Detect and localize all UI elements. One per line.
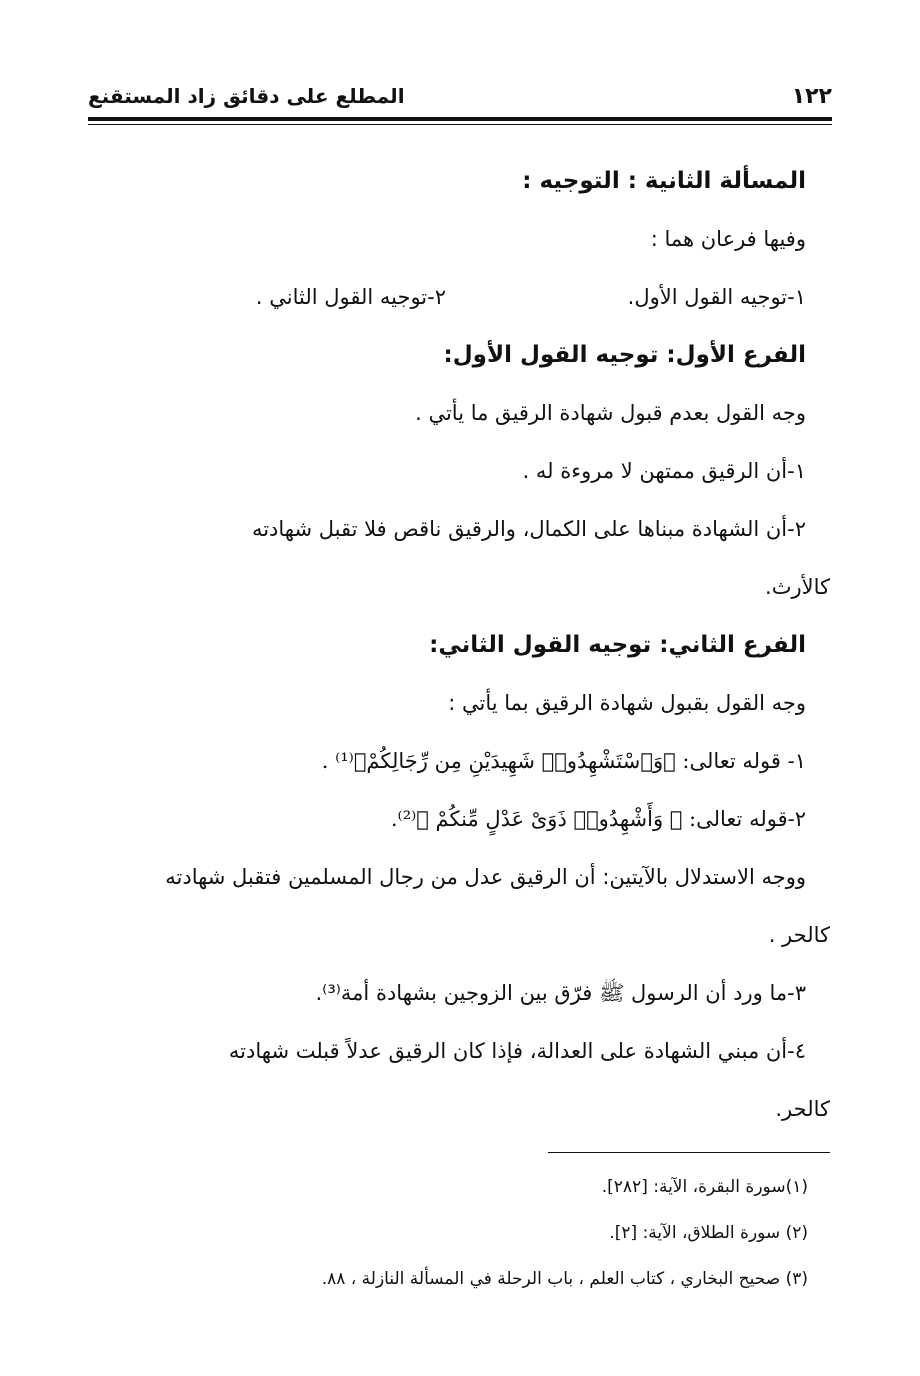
- branch-list: [84, 268, 806, 326]
- footnote: (٣) صحيح البخاري ، كتاب العلم ، باب الرحلة في المسألة النازلة ، ٨٨.: [321, 1269, 808, 1289]
- main-text: [84, 152, 830, 1138]
- footnote: (٢) سورة الطلاق، الآية: [٢].: [609, 1223, 808, 1243]
- branch-one-point: ٢-أن الشهادة مبناها على الكمال، والرقيق ناقص فلا تقبل شهادته: [251, 517, 806, 541]
- branch-one-intro: وجه القول بعدم قبول شهادة الرقيق ما يأتي .: [415, 401, 806, 425]
- branch-two-point: ٢-قوله تعالى: ﴿ وَأَشْهِدُوا۟ ذَوَىْ عَدْلٍ مِّنكُمْ ﴾⁽²⁾.: [390, 807, 806, 831]
- header-rule-thin: [88, 124, 832, 125]
- branch-list-item: ٢-توجيه القول الثاني .: [255, 285, 446, 309]
- branch-two-heading: الفرع الثاني: توجيه القول الثاني:: [429, 632, 806, 658]
- footnote: (١)سورة البقرة، الآية: [٢٨٢].: [601, 1177, 808, 1197]
- branch-one-point: ١-أن الرقيق ممتهن لا مروءة له .: [522, 459, 806, 483]
- inference-line: ووجه الاستدلال بالآيتين: أن الرقيق عدل من رجال المسلمين فتقبل شهادته: [165, 865, 806, 889]
- branch-one-point-continued: كالأرث.: [765, 575, 830, 599]
- branch-two-point: ٣-ما ورد أن الرسول ﷺ فرّق بين الزوجين بشهادة أمة⁽³⁾.: [315, 981, 806, 1005]
- issue-heading: المسألة الثانية : التوجيه :: [522, 168, 806, 194]
- branch-two-intro: وجه القول بقبول شهادة الرقيق بما يأتي :: [448, 691, 806, 715]
- running-header: [88, 74, 832, 118]
- footnote-separator: [548, 1152, 830, 1153]
- branch-two-point-continued: كالحر.: [775, 1097, 830, 1121]
- branch-two-point: ٤-أن مبني الشهادة على العدالة، فإذا كان الرقيق عدلاً قبلت شهادته: [228, 1039, 806, 1063]
- inference-line-continued: كالحر .: [768, 923, 830, 947]
- branch-one-heading: الفرع الأول: توجيه القول الأول:: [443, 342, 806, 368]
- header-rule-thick: [88, 117, 832, 121]
- footnotes: [180, 1164, 808, 1302]
- branch-two-point: ١- قوله تعالى: ﴿وَٱسْتَشْهِدُوا۟ شَهِيدَيْنِ مِن رِّجَالِكُمْ﴾⁽¹⁾ .: [321, 749, 806, 773]
- branch-list-item: ١-توجيه القول الأول.: [627, 285, 806, 309]
- book-title: المطلع على دقائق زاد المستقنع: [88, 84, 405, 108]
- intro-line: وفيها فرعان هما :: [650, 227, 806, 251]
- page-number: ١٢٢: [791, 83, 832, 109]
